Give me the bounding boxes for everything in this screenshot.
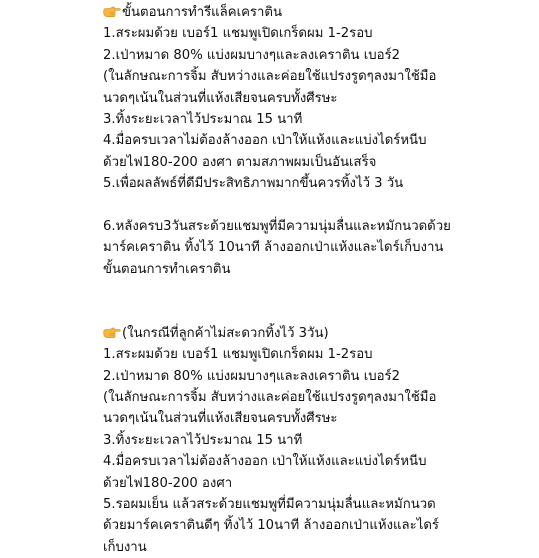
step-line: 2.เป่าหมาด 80% แบ่งผมบางๆและลงเคราติน เบอร์2 <box>103 47 400 63</box>
step-line: 2.เป่าหมาด 80% แบ่งผมบางๆและลงเคราติน เบอร์2 <box>103 368 400 384</box>
section3-heading-line <box>103 323 533 344</box>
section3-heading: (ในกรณีที่ลูกค้าไม่สะดวกทิ้งไว้ 3วัน) <box>122 325 329 341</box>
step-line: ด้วยไฟ180-200 องศา ตามสภาพผมเป็นอันเสร็จ <box>103 154 377 170</box>
section2-subheading: ขั้นตอนการทำเคราติน <box>103 261 231 277</box>
step-line: 5.รอผมเย็น แล้วสระด้วยแชมพูที่มีความนุ่มลื่นและหมักนวด <box>103 497 436 512</box>
step-line: (ในลักษณะการจิ้ม สับหว่างและค่อยใช้แปรงรูดๆลงมาใช้มือ <box>103 69 437 85</box>
section1-heading: ขั้นตอนการทำรีแล็คเคราติน <box>122 5 282 20</box>
step-line: 3.ทิ้งระยะเวลาไว้ประมาณ 15 นาที <box>103 432 303 448</box>
pointing-hand-icon <box>103 5 121 18</box>
step-line: ด้วยไฟ180-200 องศา <box>103 475 233 491</box>
step-line: มาร์คเคราติน ทิ้งไว้ 10นาที ล้างออกเป่าแห้งและไดร์เก็บงาน <box>103 240 444 256</box>
instruction-document <box>103 2 533 558</box>
step-line: 3.ทิ้งระยะเวลาไว้ประมาณ 15 นาที <box>103 111 303 127</box>
step-line: 1.สระผมด้วย เบอร์1 แชมพูเปิดเกร็ดผม 1-2รอบ <box>103 347 373 363</box>
step-line: นวดๆเน้นในส่วนที่แห้งเสียจนครบทั้งศีรษะ <box>103 411 338 427</box>
step-line: เก็บงาน <box>103 539 147 555</box>
step-line: 4.มื่อครบเวลาไม่ต้องล้างออก เป่าให้แห้งและแบ่งไดร์หนีบ <box>103 133 427 149</box>
step-line: ด้วยมาร์คเคราตินดีๆ ทิ้งไว้ 10นาที ล้างออกเป่าแห้งและไดร์ <box>103 518 439 534</box>
step-line: นวดๆเน้นในส่วนที่แห้งเสียจนครบทั้งศีรษะ <box>103 90 338 106</box>
step-line: 4.มื่อครบเวลาไม่ต้องล้างออก เป่าให้แห้งและแบ่งไดร์หนีบ <box>103 454 427 470</box>
spacer <box>103 195 533 216</box>
spacer <box>103 280 533 323</box>
step-line: 1.สระผมด้วย เบอร์1 แชมพูเปิดเกร็ดผม 1-2รอบ <box>103 26 373 42</box>
pointing-hand-icon <box>103 326 121 339</box>
step-line: 5.เพื่อผลลัพธ์ที่ดีมีประสิทธิภาพมากขึ้นควรทิ้งไว้ 3 วัน <box>103 176 404 192</box>
step-line: 6.หลังครบ3วันสระด้วยแชมพูที่มีความนุ่มลื่นและหมักนวดด้วย <box>103 218 451 234</box>
step-line: (ในลักษณะการจิ้ม สับหว่างและค่อยใช้แปรงรูดๆลงมาใช้มือ <box>103 390 437 406</box>
section1-heading-line <box>103 2 533 23</box>
